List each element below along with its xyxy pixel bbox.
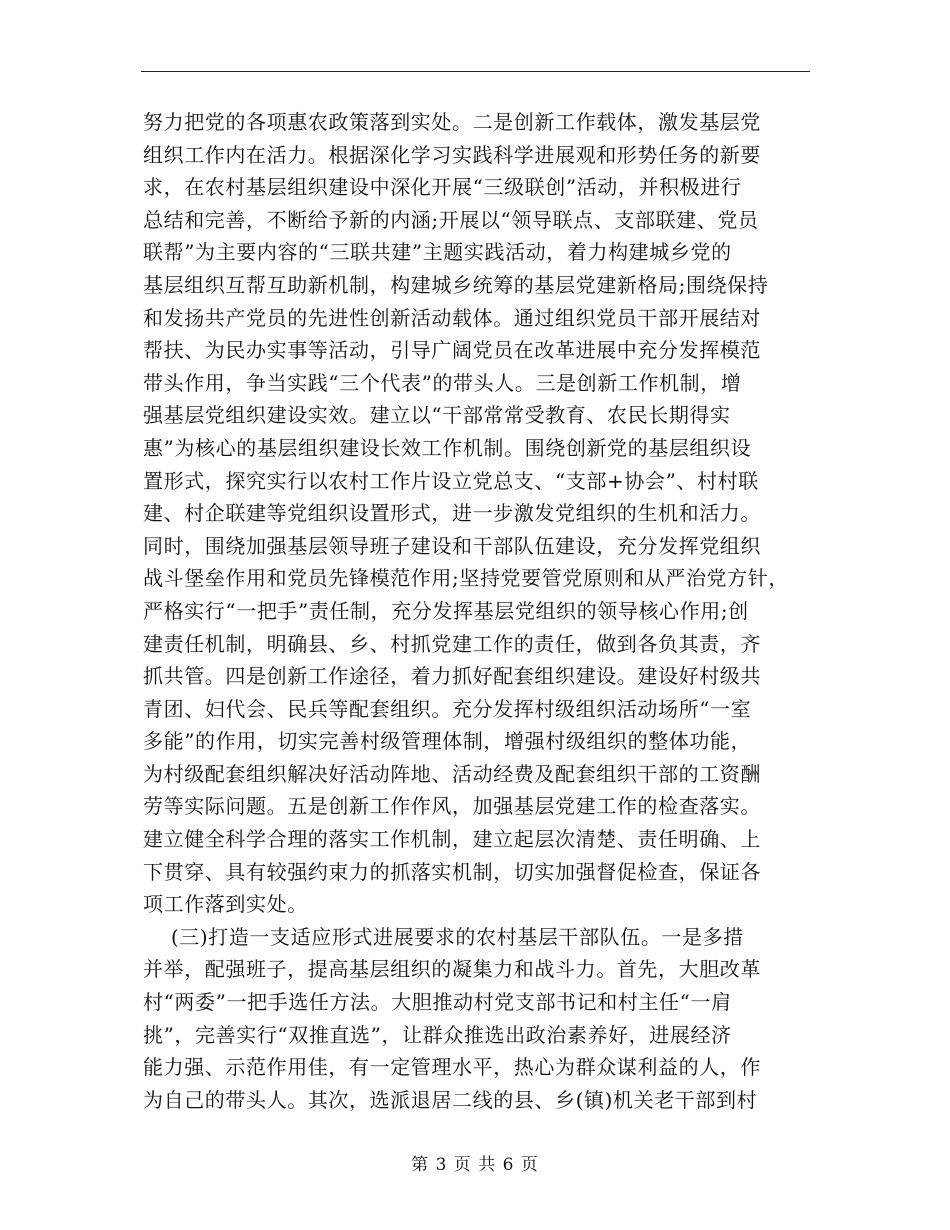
text-line: 置形式，探究实行以农村工作片设立党总支、“支部+协会”、村村联 bbox=[143, 468, 759, 493]
text-line: 组织工作内在活力。根据深化学习实践科学进展观和形势任务的新要 bbox=[143, 142, 761, 167]
text-line: 为村级配套组织解决好活动阵地、活动经费及配套组织干部的工资酬 bbox=[143, 761, 761, 786]
header-rule bbox=[141, 71, 810, 72]
text-line: 青团、妇代会、民兵等配套组织。充分发挥村级组织活动场所“一室 bbox=[143, 696, 752, 721]
text-line: 项工作落到实处。 bbox=[143, 892, 308, 917]
text-line: 联帮”为主要内容的“三联共建”主题实践活动，着力构建城乡党的 bbox=[143, 240, 732, 265]
text-line: 战斗堡垒作用和党员先锋模范作用;坚持党要管党原则和从严治党方针， bbox=[143, 566, 789, 591]
text-line: 建、村企联建等党组织设置形式，进一步激发党组织的生机和活力。 bbox=[143, 501, 761, 526]
text-line: 多能”的作用，切实完善村级管理体制，增强村级组织的整体功能， bbox=[143, 729, 752, 754]
text-line: 挑”，完善实行“双推直选”，让群众推选出政治素养好，进展经济 bbox=[143, 1022, 732, 1047]
text-line: 严格实行“一把手”责任制，充分发挥基层党组织的领导核心作用;创 bbox=[143, 598, 749, 623]
text-line: 努力把党的各项惠农政策落到实处。二是创新工作载体，激发基层党 bbox=[143, 110, 761, 134]
text-line: 帮扶、为民办实事等活动，引导广阔党员在改革进展中充分发挥模范 bbox=[143, 338, 761, 363]
text-line: 并举，配强班子，提高基层组织的凝集力和战斗力。首先，大胆改革 bbox=[143, 957, 761, 982]
text-line: 强基层党组织建设实效。建立以“干部常常受教育、农民长期得实 bbox=[143, 403, 731, 428]
text-line: 惠”为核心的基层组织建设长效工作机制。围绕创新党的基层组织设 bbox=[143, 435, 752, 460]
body-text bbox=[143, 106, 823, 1116]
text-line: 建立健全科学合理的落实工作机制，建立起层次清楚、责任明确、上 bbox=[143, 827, 761, 852]
text-line: 下贯穿、具有较强约束力的抓落实机制，切实加强督促检查，保证各 bbox=[143, 859, 761, 884]
page-number-footer: 第 3 页 共 6 页 bbox=[411, 1155, 539, 1175]
text-line: 村“两委”一把手选任方法。大胆推动村党支部书记和村主任“一肩 bbox=[143, 990, 732, 1015]
text-line: 和发扬共产党员的先进性创新活动载体。通过组织党员干部开展结对 bbox=[143, 305, 761, 330]
text-line: 为自己的带头人。其次，选派退居二线的县、乡(镇)机关老干部到村 bbox=[143, 1087, 758, 1112]
text-line: 求，在农村基层组织建设中深化开展“三级联创”活动，并积极进行 bbox=[143, 175, 742, 200]
text-line: 总结和完善，不断给予新的内涵;开展以“领导联点、支部联建、党员 bbox=[143, 207, 759, 232]
text-line: 基层组织互帮互助新机制，构建城乡统筹的基层党建新格局;围绕保持 bbox=[143, 272, 769, 297]
paragraph-start-line: (三)打造一支适应形式进展要求的农村基层干部队伍。一是多措 bbox=[143, 924, 744, 949]
text-line: 能力强、示范作用佳，有一定管理水平，热心为群众谋利益的人，作 bbox=[143, 1055, 761, 1080]
text-line: 建责任机制，明确县、乡、村抓党建工作的责任，做到各负其责，齐 bbox=[143, 631, 761, 656]
text-line: 抓共管。四是创新工作途径，着力抓好配套组织建设。建设好村级共 bbox=[143, 664, 761, 689]
text-line: 带头作用，争当实践“三个代表”的带头人。三是创新工作机制，增 bbox=[143, 370, 742, 395]
text-line: 同时，围绕加强基层领导班子建设和干部队伍建设，充分发挥党组织 bbox=[143, 533, 761, 558]
text-line: 劳等实际问题。五是创新工作作风，加强基层党建工作的检查落实。 bbox=[143, 794, 761, 819]
